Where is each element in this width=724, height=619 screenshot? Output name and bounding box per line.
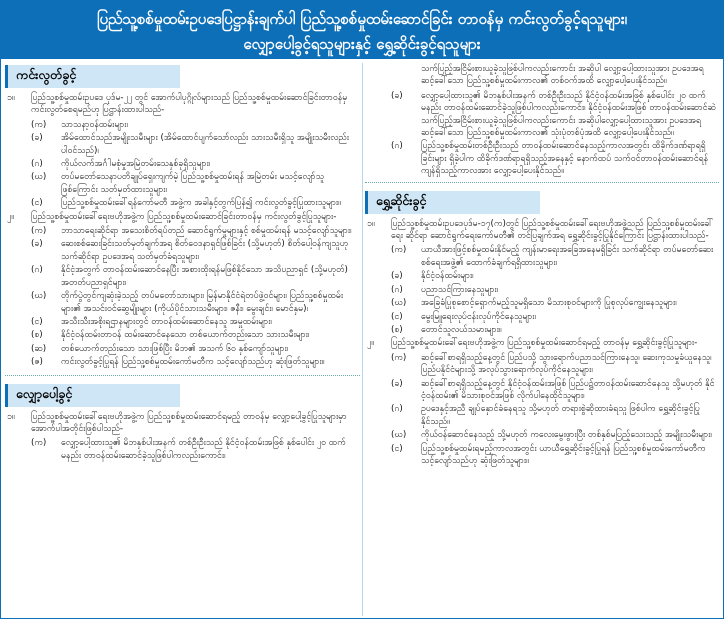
list-item <box>365 270 719 282</box>
item-label: (ဃ) <box>31 291 47 302</box>
item-label: (င) <box>31 316 43 327</box>
list-item <box>365 403 719 428</box>
item-label: (ဃ) <box>31 172 47 183</box>
para-text: ပြည်သူ့စစ်မှုထမ်းခေါ်ရေးဗဟိုအဖွဲ့က ပြည်သူ့စစ်မှုထမ်းဆောင်ရမည့် တာဝန်မှ ရွှေ့ဆိုင်းခွင့်ပြုသူများ- <box>391 338 698 349</box>
list-item <box>5 225 360 237</box>
list-item <box>365 244 719 269</box>
item-text: တပ်မတော်သေနာပတိချုပ်ရှေးကျက်မဲ့ ပြည်သူ့စစ်မှုထမ်းရန် အမြဲတမ်း မသင့်လျော်သူဖြစ်ကြောင်း သတ်မှတ်ထားသူများ၊ <box>61 172 324 195</box>
item-label: (က) <box>391 245 407 256</box>
list-item <box>5 158 360 170</box>
item-label: (ခ) <box>391 271 403 282</box>
title-banner <box>1 1 723 59</box>
item-label: (က) <box>31 119 47 130</box>
left-column <box>5 63 360 618</box>
defer-para-2 <box>365 337 719 349</box>
para-number: ၂။ <box>367 338 374 349</box>
list-item <box>365 297 719 309</box>
defer-section <box>365 189 719 468</box>
item-label: (ဃ) <box>391 430 407 441</box>
item-text: တောင်သူလယ်သမားများ။ <box>421 324 502 335</box>
list-item <box>365 284 719 296</box>
item-text: ဆေးစစ်ဆေးခြင်းသတ်မှတ်ချက်အရ စိတ်ဝေဒနာရှင်ဖြစ်ခြင်း (သို့မဟုတ်) စိတ်ပေါ့ဝန်ကျသူဟု သက်ဆိုင်ရာ ဥပဒေအရ သတ်မှတ်ခံရသူများ၊ <box>61 239 349 262</box>
item-label: (ဂ) <box>31 159 43 170</box>
para-number: ၁။ <box>367 218 375 229</box>
defer-para-1 <box>365 218 719 243</box>
item-text: ဆင့်ခေါ်စာရရှိသည့်နေ့တွင် နိုင်ငံ့ဝန်ထမ်းအဖြစ် ပြည်ပ၌တာဝန်ထမ်းဆောင်နေသူ သို့မဟုတ် နိုင်ငံ့ဝန်ထမ်း၏ မိသားစုဝင်အဖြစ် လိုက်ပါနေထိုင်သူများ၊ <box>421 378 715 401</box>
item-label: (ဇ) <box>31 357 43 368</box>
list-item <box>365 352 719 377</box>
para-text: ပြည်သူ့စစ်မှုထမ်းခေါ်ရေးဗဟိုအဖွဲ့က ပြည်သူ့စစ်မှုထမ်းဆောင်ရမည့် တာဝန်မှ လျှော့ပေါ့ခွင့်ပြုသူများမှာ အောက်ပါအတိုင်းဖြစ်ပါသည်- <box>31 411 347 434</box>
item-label: (ဂ) <box>391 141 403 152</box>
para-number: ၁။ <box>7 411 15 422</box>
item-text: ကင်းလွတ်ခွင့်ပြုရန် ပြည်သူ့စစ်မှုထမ်းကော်မတီက သင့်လျော်သည်ဟု ဆုံးဖြတ်သူများ။ <box>61 357 325 368</box>
item-text: ကိုယ်လက်အင်္ဂါမစုံမှုအမြဲတမ်းသေနှစ်ခုရှိသူများ၊ <box>61 159 211 170</box>
para-number: ၂။ <box>7 211 14 222</box>
list-item <box>5 197 360 209</box>
item-text: ဥပဒေနှင့်အညီ ချုပ်နှောင်ခံနေရသူ သို့မဟုတ် တရားစွဲဆိုထားခံရသူ ဖြစ်ပါက ရွှေ့ဆိုင်းခွင့်ပြုနိုင်သည်။ <box>421 404 700 427</box>
list-item <box>365 443 719 468</box>
list-item <box>5 316 360 328</box>
item-text: နိုင်ငံ့ဝန်ထမ်းများ၊ <box>421 271 474 282</box>
item-text: လျှော့ပေါ့ထားသူ၏ မိဘနှစ်ပါးအနက် တစ်ဦးဦးသည် နိုင်ငံ့ဝန်ထမ်းအဖြစ် နှစ်ပေါင်း ၂၀ ထက်မနည်း တာဝန်ထမ်းဆောင်ခဲ့သူဖြစ်ပါကလည်းကောင်း၊ နိုင်ငံ့ဝန်ထမ်းအဖြစ် တာဝန်ထမ်းဆောင်ဆဲ သက်ပြည့်အငြိမ်းစားယူခဲ့သူဖြစ်ပါကလည်းကောင်း အဆိုပါလျှော့ပေါ့ထားသူအား ဥပဒေအရ ဆင့်ခေါ်သော ပြည်သူ့စစ်မှုထမ်းကာလ၏ သုံးပုံတစ်ပုံအထိ လျှော့ပေါ့ပေးနိုင်သည်။ <box>421 90 716 139</box>
item-text: ပညာသင်ကြားနေသူများ၊ <box>421 284 498 295</box>
continued-text: သက်ပြည့်အငြိမ်းစားယူခဲ့သူဖြစ်ပါကလည်းကောင်း အဆိုပါ လျှော့ပေါ့ထားသူအား ဥပဒေအရ ဆင့်ခေါ်သော ပြည်သူ့စစ်မှုထမ်းကာလ၏ တစ်ဝက်အထိ လျှော့ပေါ့ပေးနိုင်သည်။ <box>421 64 704 87</box>
exempt-para-1 <box>5 92 360 117</box>
section-divider <box>365 182 719 183</box>
item-text: ဆင့်ခေါ်စာရရှိသည့်နေ့တွင် ပြည်ပသို့ သွားရောက်ပညာသင်ကြားနေသူ၊ ဆေးကုသမှုခံယူနေသူ၊ ပြည်ပနိုင်ငံများသို့ အလုပ်သွားရောက်လုပ်ကိုင်နေသူများ၊ <box>421 352 712 376</box>
reduce-section <box>5 382 360 463</box>
para-number: ၁။ <box>7 93 15 103</box>
item-text: အိမ်ထောင်သည်အမျိုးသမီးများ (အိမ်ထောင်ပျက်သော်လည်း သားသမီးရှိသူ အမျိုးသမီးလည်း ပါဝင်သည်)၊ <box>61 133 349 156</box>
title-line-2: လျှော့ပေါ့ခွင့်ရသူများနှင့် ရွှေ့ဆိုင်းခွင့်ရသူများ <box>243 35 481 53</box>
item-label: (က) <box>391 352 407 363</box>
list-item <box>5 437 360 462</box>
item-label: (ဂ) <box>391 284 403 295</box>
item-label: (င) <box>391 443 403 454</box>
item-text: ဘာသာရေးဆိုင်ရာ အသေးစိတ်ရပ်တည် ဆောင်ရွက်မှုများနှင့် စစ်မှုထမ်းရန် မသင့်လျော်သူများ၊ <box>61 226 352 237</box>
reduce-heading: လျှော့ပေါ့ခွင့် <box>5 384 180 407</box>
list-item <box>5 343 360 355</box>
item-label: (ခ) <box>391 90 403 101</box>
item-label: (င) <box>31 198 43 209</box>
list-item <box>5 119 360 131</box>
item-label: (က) <box>31 438 47 449</box>
item-text: ယာယီအားဖြင့်စစ်မှုထမ်းနိုင်မည့် ကျန်းမာရေးအခြေအနေမရှိခြင်း သက်ဆိုင်ရာ တပ်မတော်ဆေးစစ်ရေးအဖွဲ့၏ ထောက်ခံချက်ရရှိထားသူများ၊ <box>421 245 714 268</box>
list-item <box>5 329 360 341</box>
item-text: နိုင်ငံ့အတွက် တာဝန်ထမ်းဆောင်နေပြီး အစားထိုးရန်မဖြစ်နိုင်သော အသိပညာရှင် (သို့မဟုတ်) အတတ်ပညာရှင်များ၊ <box>61 265 348 288</box>
list-item <box>5 356 360 368</box>
list-item <box>5 238 360 263</box>
list-item <box>5 171 360 196</box>
list-item <box>5 264 360 289</box>
item-label: (ဃ) <box>391 298 407 309</box>
list-item <box>365 429 719 441</box>
item-label: (င) <box>391 311 403 322</box>
item-label: (စ) <box>391 324 403 335</box>
item-label: (က) <box>31 226 47 237</box>
list-item <box>5 132 360 157</box>
item-text: တစ်ယောက်တည်းသော သားဖြစ်ပြီး မိဘ၏ အသက် ၆၀ နှစ်ကျော်သူများ၊ <box>61 343 289 354</box>
item-text: တိုက်ပွဲတွင်ကျဆုံးခဲ့သည့် တပ်မတော်သားများ၊ မြန်မာနိုင်ငံရဲတပ်ဖွဲ့ဝင်များ၊ ပြည်သူ့စစ်မှုထမ်းများ၏ အသင်းဝင်ဆွေမျိုးများ (ကိုယ်ပိုင်သားသမီးများ၊ ဇနီး၊ မွေးချင်း၊ မောင်နှမ)၊ <box>61 291 344 314</box>
title-line-1: ပြည်သူ့စစ်မှုထမ်းဥပဒေပြဋ္ဌာန်းချက်ပါ ပြည်သူ့စစ်မှုထမ်းဆောင်ခြင်း တာဝန်မှ ကင်းလွတ်ခွင့်ရသူများ၊ <box>96 10 628 28</box>
list-item <box>365 90 719 140</box>
exempt-section <box>5 63 360 369</box>
item-text: အခြေခံပြုစုစောင့်ရှောက်မည့်သူမရှိသော မိသားစုဝင်များကို ပြုစုလုပ်ကျွေးနေသူများ၊ <box>421 298 677 309</box>
item-label: (ခ) <box>391 378 403 389</box>
item-label: (ဂ) <box>31 265 43 276</box>
item-text: ပြည်သူ့စစ်မှုထမ်းရမည့်ကာလအတွင်း ယာယီရွှေ့ဆိုင်းခွင့်ပြုရန် ပြည်သူ့စစ်မှုထမ်းကော်မတီက သင့်လျော်သည်ဟု ဆုံးဖြတ်သူများ။ <box>421 443 706 466</box>
defer-heading: ရွှေ့ဆိုင်းခွင့် <box>365 191 540 214</box>
item-text: အသီးသီးအစိုးရဌာနများတွင် တာဝန်ထမ်းဆောင်နေသူ အမှုထမ်းများ၊ <box>61 316 272 327</box>
list-item <box>365 311 719 323</box>
item-label: (ဂ) <box>391 404 403 415</box>
para-text: ပြည်သူ့စစ်မှုထမ်းဥပဒေပုဒ်မ-၁၇(က)တွင် ပြည်သူ့စစ်မှုထမ်းခေါ်ရေးဗဟိုအဖွဲ့သည် ပြည်သူ့စစ်မှုထမ်းခေါ်ရေး ဆိုင်ရာ ဆောင်ရွက်ရေးကော်မတီ၏ တင်ပြချက်အရ ရွှေ့ဆိုင်းခွင့်ပြုနိုင်ကြောင်း ပြဋ္ဌာန်းထားပါသည်- <box>391 218 714 242</box>
item-label: (ခ) <box>31 239 43 250</box>
reduce-para-1 <box>5 411 360 436</box>
item-text: ပြည်သူ့စစ်မှုထမ်းတစ်ဦးဦးသည် တာဝန်ထမ်းဆောင်နေသည့်ကာလအတွင်း ထိခိုက်ဒဏ်ရာရရှိခြင်းများ ရှိခဲ့ပါက ထိခိုက်ဒဏ်ရာရရှိသည့်အနေနှင့် နောက်ထပ် သက်ဝင်တာဝန်ထမ်းဆောင်ရန် ကျန်ရှိသည့်ကာလအား လျှော့ပေါ့ပေးနိုင်သည်။ <box>421 141 709 177</box>
exempt-para-2 <box>5 211 360 223</box>
item-text: ပြည်သူ့စစ်မှုထမ်းခေါ်ရန်ကော်မတီ အဖွဲ့က အခါနှင့်တွက်ပြန်၍ ကင်းလွတ်ခွင့်ပြုထားသူများ။ <box>61 198 341 209</box>
item-text: ကိုယ်ဝန်ဆောင်နေသည့် သို့မဟုတ် ကလေးမွေးဖွားပြီး တစ်နှစ်မပြည့်သေးသည့် အမျိုးသမီးများ၊ <box>421 430 712 441</box>
right-column <box>365 63 719 618</box>
item-text: မွေးမြူရေးလုပ်ငန်းလုပ်ကိုင်နေသူများ၊ <box>421 311 536 322</box>
list-item <box>365 324 719 336</box>
para-text: ပြည်သူ့စစ်မှုထမ်းခေါ်ရေးဗဟိုအဖွဲ့က ပြည်သူ့စစ်မှုထမ်းဆောင်ခြင်းတာဝန်မှ ကင်းလွတ်ခွင့်ပြုသူများ- <box>31 211 337 222</box>
section-divider <box>5 375 360 376</box>
item-text: လျှော့ပေါ့ထားသူ၏ မိဘနှစ်ပါးအနက် တစ်ဦးဦးသည် နိုင်ငံ့ဝန်ထမ်းအဖြစ် နှစ်ပေါင်း ၂၀ ထက်မနည်း တာဝန်ထမ်းဆောင်ခဲ့သူဖြစ်ပါကလည်းကောင်း၊ <box>61 438 346 461</box>
list-item <box>365 378 719 403</box>
item-text: သာသနာ့ဝန်ထမ်းများ၊ <box>61 119 128 130</box>
exempt-heading: ကင်းလွတ်ခွင့် <box>5 65 180 88</box>
para-text: ပြည်သူ့စစ်မှုထမ်းဥပဒေ ပုဒ်မ-၂၂ တွင် အောက်ပါပုဂ္ဂိုလ်များသည် ပြည်သူ့စစ်မှုထမ်းဆောင်ခြင်းတာဝန်မှ ကင်းလွတ်စေရမည်ဟု ပြဋ္ဌာန်းထားပါသည်- <box>31 93 348 116</box>
item-text: နိုင်ငံ့ဝန်ထမ်းတာဝန် ထမ်းဆောင်နေသော တစ်ယောက်တည်းသော သားသမီးများ၊ <box>61 330 310 341</box>
item-label: (ခ) <box>31 133 43 144</box>
item-label: (ဆ) <box>31 343 47 354</box>
item-label: (စ) <box>31 330 43 341</box>
list-item <box>5 290 360 315</box>
list-item <box>365 140 719 177</box>
column-divider <box>362 63 363 616</box>
